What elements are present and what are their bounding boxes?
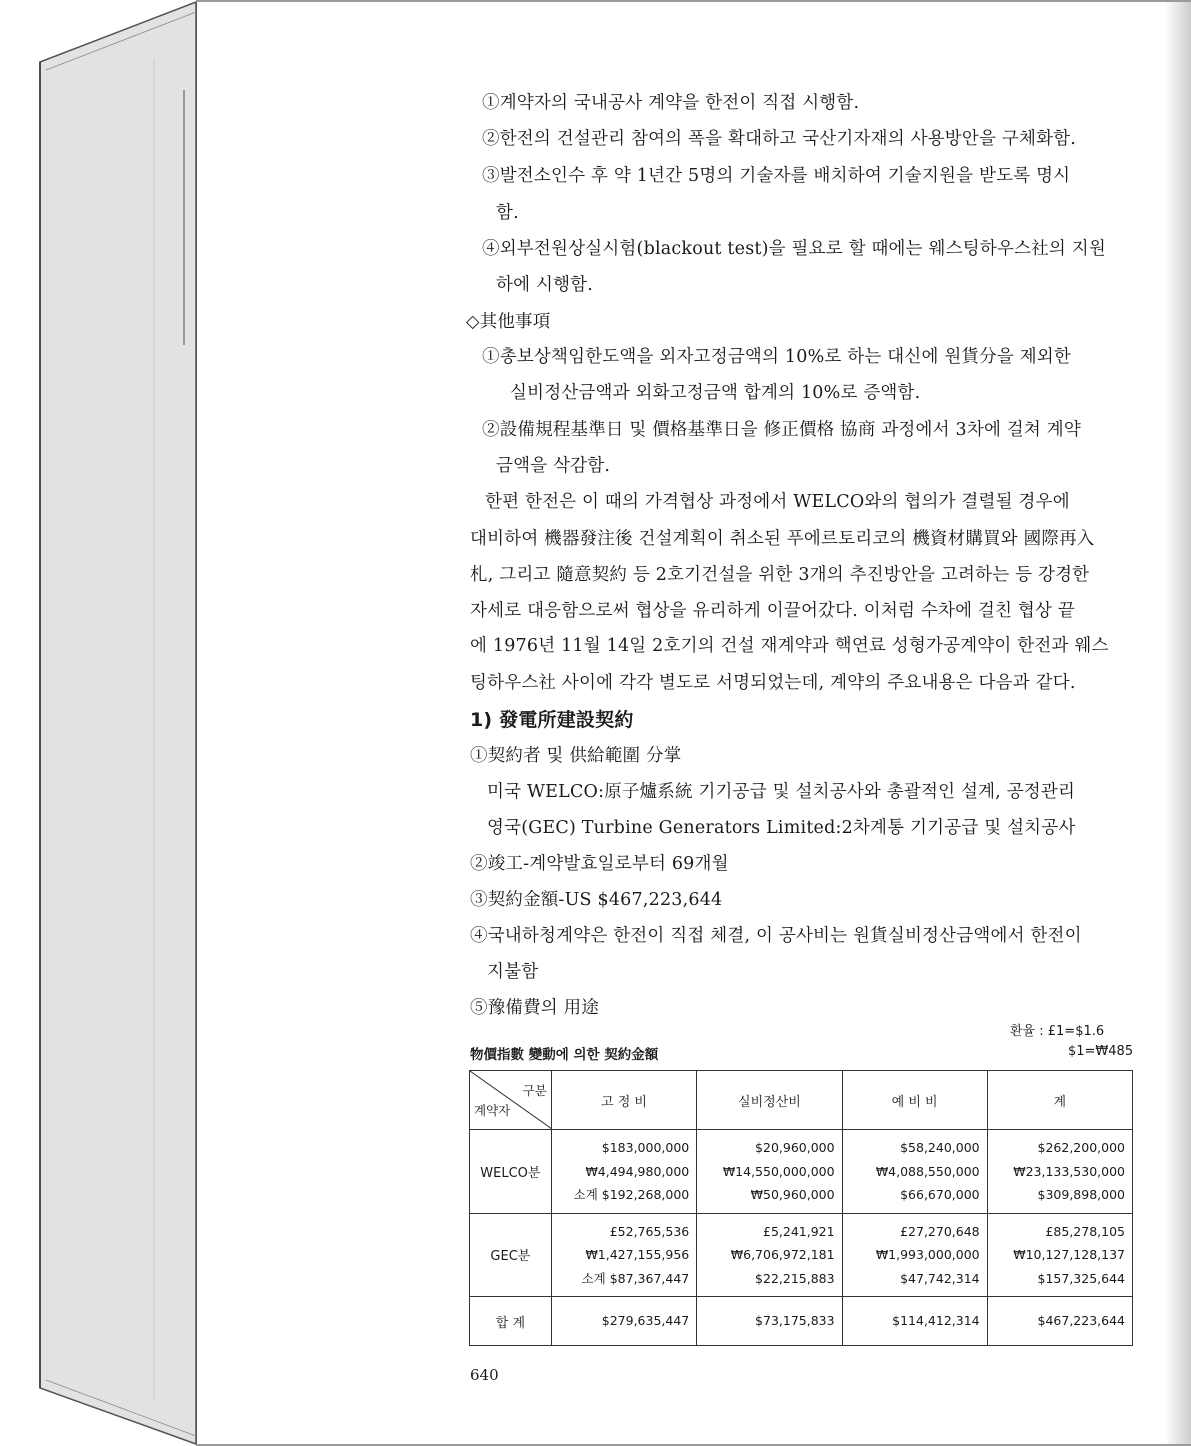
cell-welco-actual (697, 1130, 842, 1214)
cell-sum-total: $467,223,644 (987, 1297, 1132, 1346)
section-heading-other: ◇其他事項 (466, 312, 551, 332)
table-row-welco (470, 1130, 1133, 1214)
book-edge-illustration (0, 0, 200, 1446)
value: ₩6,706,972,181 (730, 1247, 835, 1262)
cell-gec-actual (697, 1213, 842, 1297)
value: ₩1,993,000,000 (875, 1247, 980, 1262)
value: ₩14,550,000,000 (722, 1163, 835, 1179)
paragraph-line-4: 자세로 대응함으로써 협상을 유리하게 이끌어갔다. 이처럼 수차에 걸친 협상 끝 (470, 601, 1075, 621)
paragraph-line-6: 팅하우스社 사이에 각각 별도로 서명되었는데, 계약의 주요내용은 다음과 같다. (470, 673, 1076, 693)
value: ₩4,494,980,000 (585, 1163, 690, 1179)
value: $47,742,314 (900, 1270, 980, 1286)
table-title: 物價指數 變動에 의한 契約金額 (470, 1047, 659, 1063)
cell-gec-fixed (551, 1213, 696, 1297)
cell-welco-fixed (551, 1130, 696, 1214)
text-line-3: ③발전소인수 후 약 1년간 5명의 기술자를 배치하여 기술지원을 받도록 명시 (482, 166, 1071, 186)
column-header-fixed: 고 정 비 (551, 1071, 696, 1130)
corner-header-cell (470, 1071, 552, 1130)
exchange-rate-won: $1=₩485 (1068, 1044, 1134, 1059)
section-heading-construction-contract: 1) 發電所建設契約 (470, 709, 634, 731)
table-header-row (470, 1071, 1133, 1130)
text-line-24: ④국내하청계약은 한전이 직접 체결, 이 공사비는 원貨실비정산금액에서 한전이 (470, 926, 1082, 946)
page-top-edge (196, 0, 1191, 2)
value: 소계 $87,367,447 (581, 1270, 690, 1286)
text-line-9: 실비정산금액과 외화고정금액 합계의 10%로 증액함. (510, 383, 921, 403)
table-row-sum (470, 1297, 1133, 1346)
cell-sum-fixed: $279,635,447 (551, 1297, 696, 1346)
column-header-total: 계 (987, 1071, 1132, 1130)
text-line-23: ③契約金額-US $467,223,644 (470, 890, 723, 910)
text-line-10: ②設備規程基準日 및 價格基準日을 修正價格 協商 과정에서 3차에 걸쳐 계약 (482, 420, 1081, 440)
value: ₩1,427,155,956 (585, 1247, 690, 1262)
text-line-20: 미국 WELCO:原子爐系統 기기공급 및 설치공사와 총괄적인 설계, 공정관리 (487, 782, 1076, 802)
text-line-1: ①계약자의 국내공사 계약을 한전이 직접 시행함. (482, 93, 860, 113)
text-line-6: 하에 시행함. (496, 275, 594, 295)
value: £85,278,105 (1045, 1223, 1125, 1239)
row-label-sum: 합 계 (470, 1297, 552, 1346)
value: $183,000,000 (601, 1140, 690, 1155)
value: £52,765,536 (609, 1223, 690, 1239)
text-line-22: ②竣工-계약발효일로부터 69개월 (470, 854, 729, 874)
text-line-21: 영국(GEC) Turbine Generators Limited:2차계통 기기공급 및 설치공사 (487, 818, 1076, 838)
table-row-gec (470, 1213, 1133, 1297)
value: $309,898,000 (1037, 1187, 1125, 1202)
value: ₩50,960,000 (750, 1187, 835, 1202)
corner-label-category: 구분 (522, 1083, 547, 1098)
text-line-4: 함. (496, 203, 519, 223)
text-line-25: 지불함 (487, 962, 539, 982)
contract-amount-table (469, 1070, 1133, 1346)
value: £27,270,648 (900, 1223, 980, 1239)
text-line-5: ④외부전원상실시험(blackout test)을 필요로 할 때에는 웨스팅하우스社의 지원 (482, 239, 1106, 259)
value: ₩10,127,128,137 (1013, 1247, 1125, 1262)
column-header-actual-cost: 실비정산비 (697, 1071, 842, 1130)
value: $66,670,000 (900, 1187, 980, 1202)
paragraph-line-5: 에 1976년 11월 14일 2호기의 건설 재계약과 핵연료 성형가공계약이 한전과 웨스 (470, 636, 1109, 656)
value: ₩4,088,550,000 (875, 1163, 980, 1179)
value: $20,960,000 (755, 1140, 835, 1155)
value: £5,241,921 (763, 1223, 835, 1239)
cell-gec-reserve (842, 1213, 987, 1297)
paragraph-line-2: 대비하여 機器發注後 건설계획이 취소된 푸에르토리코의 機資材購買와 國際再入 (470, 529, 1095, 549)
cell-welco-total (987, 1130, 1132, 1214)
text-line-19: ①契約者 및 供給範圍 分掌 (470, 746, 682, 766)
paragraph-line-1: 한편 한전은 이 때의 가격협상 과정에서 WELCO와의 협의가 결렬될 경우에 (485, 492, 1070, 512)
row-label-gec: GEC분 (470, 1213, 552, 1297)
text-line-2: ②한전의 건설관리 참여의 폭을 확대하고 국산기자재의 사용방안을 구체화함. (482, 129, 1077, 149)
cell-sum-reserve: $114,412,314 (842, 1297, 987, 1346)
page-number: 640 (470, 1366, 499, 1384)
column-header-reserve: 예 비 비 (842, 1071, 987, 1130)
text-line-11: 금액을 삭감함. (496, 456, 611, 476)
text-line-26: ⑤豫備費의 用途 (470, 998, 600, 1018)
value: $58,240,000 (900, 1140, 980, 1155)
value: 소계 $192,268,000 (573, 1187, 690, 1202)
text-line-8: ①총보상책임한도액을 외자고정금액의 10%로 하는 대신에 원貨分을 제외한 (482, 347, 1072, 367)
paragraph-line-3: 札, 그리고 隨意契約 등 2호기건설을 위한 3개의 추진방안을 고려하는 등 강경한 (470, 565, 1090, 585)
value: $22,215,883 (755, 1270, 835, 1286)
row-label-welco: WELCO분 (470, 1130, 552, 1214)
value: $262,200,000 (1037, 1140, 1125, 1155)
value: ₩23,133,530,000 (1013, 1163, 1125, 1179)
corner-label-contractor: 계약자 (474, 1103, 511, 1118)
page-gutter-shadow (1165, 0, 1191, 1446)
cell-welco-reserve (842, 1130, 987, 1214)
cell-gec-total (987, 1213, 1132, 1297)
value: $157,325,644 (1037, 1270, 1125, 1286)
exchange-rate-pound: 환율 : £1=$1.6 (1010, 1024, 1105, 1039)
cell-sum-actual: $73,175,833 (697, 1297, 842, 1346)
